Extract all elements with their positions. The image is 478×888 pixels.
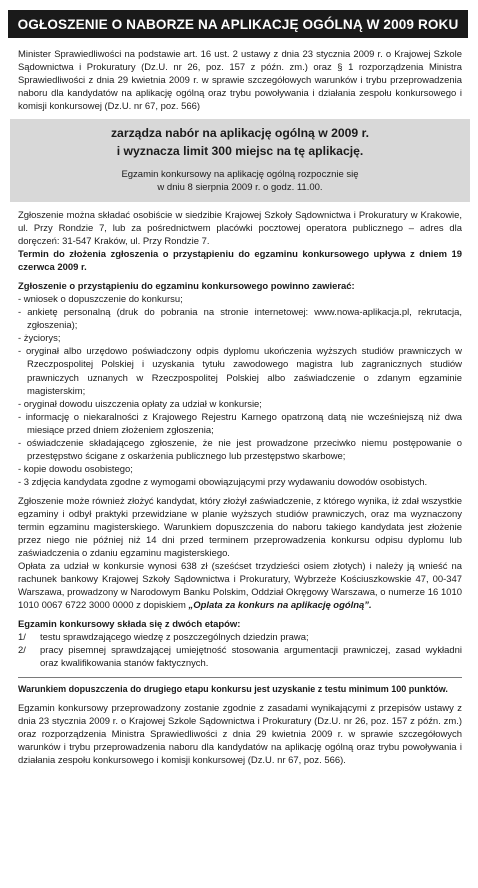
list-item: - oświadczenie składającego zgłoszenie, że nie jest prowadzone przeciwko niemu postępowanie o przestępstwo ścigane z oskarżenia publicznego lub przestępstwo skarbowe; — [18, 437, 462, 463]
documents-heading: Zgłoszenie o przystąpieniu do egzaminu konkursowego powinno zawierać: — [18, 281, 355, 293]
list-item: - oryginał albo urzędowo poświadczony odpis dyplomu ukończenia wyższych studiów prawniczych w Rzeczpospolitej Polskiej i uzyskania tytułu zawodowego magistra lub zagranicznych studiów prawniczych uznanych w Rzeczpospolitej Polskiej albo zaświadczenie o zdanym egzaminie magisterskim; — [18, 345, 462, 397]
highlight-limit-line: i wyznacza limit 300 miejsc na tę aplikację. — [116, 143, 364, 158]
list-item: - kopie dowodu osobistego; — [18, 463, 462, 476]
exam-date-line — [24, 168, 456, 195]
highlight-main-line: zarządza nabór na aplikację ogólną w 2009 r. — [110, 126, 370, 141]
fee-paragraph — [18, 560, 462, 612]
list-item — [18, 631, 462, 644]
stage-text: testu sprawdzającego wiedzę z poszczególnych dziedzin prawa; — [40, 632, 309, 644]
stages-list — [18, 631, 462, 670]
highlight-box — [10, 119, 470, 202]
list-item: - informację o niekaralności z Krajowego Rejestru Karnego opatrzoną datą nie wcześniejszą niż dwa miesiące przed dniem złożeniem zgłoszenia; — [18, 411, 462, 437]
divider — [18, 677, 462, 678]
list-item — [18, 644, 462, 670]
fee-text: Opłata za udział w konkursie wynosi 638 zł (sześćset trzydzieści osiem złotych) i należy ją wnieść na rachunek bankowy Krajowej Szkoły Sądownictwa i Prokuratury, Wybrzeże Kościuszkowskie 47, 00-347 Warszawa, prowadzony w Narodowym Banku Polskim, Oddział Okręgowy Warszawa, o numerze 16 1010 1010 0067 6722 3000 0000 z dopiskiem — [18, 560, 462, 612]
exam-date-text-1: Egzamin konkursowy na aplikację ogólną rozpocznie się — [121, 168, 359, 180]
stages-heading: Egzamin konkursowy składa się z dwóch etapów: — [18, 619, 241, 631]
stage-number: 2/ — [18, 645, 26, 657]
condition-paragraph: Warunkiem dopuszczenia do drugiego etapu konkursu jest uzyskanie z testu minimum 100 punktów. — [18, 684, 448, 695]
list-item: - wniosek o dopuszczenie do konkursu; — [18, 293, 462, 306]
list-item: - 3 zdjęcia kandydata zgodne z wymogami obowiązującymi przy wydawaniu dowodów osobistych. — [18, 476, 462, 489]
stage-text: pracy pisemnej sprawdzającej umiejętność stosowania argumentacji prawniczej, zasad wykładni oraz kwalifikowania stanów faktycznych. — [40, 645, 462, 670]
submission-paragraph: Zgłoszenie można składać osobiście w siedzibie Krajowej Szkoły Sądownictwa i Prokuratury w Krakowie, ul. Przy Rondzie 7, lub za pośrednictwem placówki pocztowej operatora publicznego – adres dla doręczeń: 31-547 Kraków, ul. Przy Rondzie 7. — [18, 210, 462, 248]
closing-paragraph: Egzamin konkursowy przeprowadzony zostanie zgodnie z zasadami wynikającymi z przepisów ustawy z dnia 23 stycznia 2009 r. o Krajowej Szkole Sądownictwa i Prokuratury (Dz.U. nr 26, poz. 157 z późn. zm.) oraz rozporządzenia Ministra Sprawiedliwości z dnia 29 kwietnia 2009 r. w sprawie szczegółowych warunków i trybu przeprowadzenia naboru dla kandydatów na aplikację ogólną oraz trybu powoływania i działania zespołu konkursowego i komisji konkursowej (Dz.U. nr 67, poz. 566). — [18, 702, 462, 766]
eligibility-paragraph: Zgłoszenie może również złożyć kandydat, który złożył zaświadczenie, z którego wynika, iż zdał wszystkie egzaminy i odbył praktyki przewidziane w planie wyższych studiów prawniczych, oraz ma wyznaczony termin egzaminu magisterskiego. Warunkiem dopuszczenia do naboru takiego kandydata jest złożenie przez niego nie później niż 14 dni przed terminem przeprowadzenia konkursu odpisu dyplomu lub zaświadczenia o zdaniu egzaminu magisterskiego. — [18, 495, 462, 559]
fee-note: „Oplata za konkurs na aplikację ogólną”. — [188, 600, 372, 612]
list-item: - życiorys; — [18, 332, 462, 345]
list-item: - ankietę personalną (druk do pobrania na stronie internetowej: www.nowa-aplikacja.pl, rekrutacja, zgłoszenia); — [18, 306, 462, 332]
intro-paragraph: Minister Sprawiedliwości na podstawie art. 16 ust. 2 ustawy z dnia 23 stycznia 2009 r. o Krajowej Szkole Sądownictwa i Prokuratury (Dz.U. nr 26, poz. 157 z późn. zm.) oraz § 1 rozporządzenia Ministra Sprawiedliwości z dnia 29 kwietnia 2009 r. w sprawie szczegółowych warunków i trybu przeprowadzenia naboru dla kandydatów na aplikację ogólną oraz trybu powoływania i działania zespołu konkursowego i komisji konkursowej (Dz.U. nr 67, poz. 566) — [18, 49, 462, 113]
stage-number: 1/ — [18, 632, 26, 644]
announcement-body — [18, 48, 462, 767]
page-title: OGŁOSZENIE O NABORZE NA APLIKACJĘ OGÓLNĄ W 2009 ROKU — [8, 10, 468, 38]
deadline-paragraph: Termin do złożenia zgłoszenia o przystąpieniu do egzaminu konkursowego upływa z dniem 19 czerwca 2009 r. — [18, 249, 462, 274]
documents-list — [18, 293, 462, 488]
list-item: - oryginał dowodu uiszczenia opłaty za udział w konkursie; — [18, 398, 462, 411]
exam-date-text-2: w dniu 8 sierpnia 2009 r. o godz. 11.00. — [157, 181, 323, 193]
